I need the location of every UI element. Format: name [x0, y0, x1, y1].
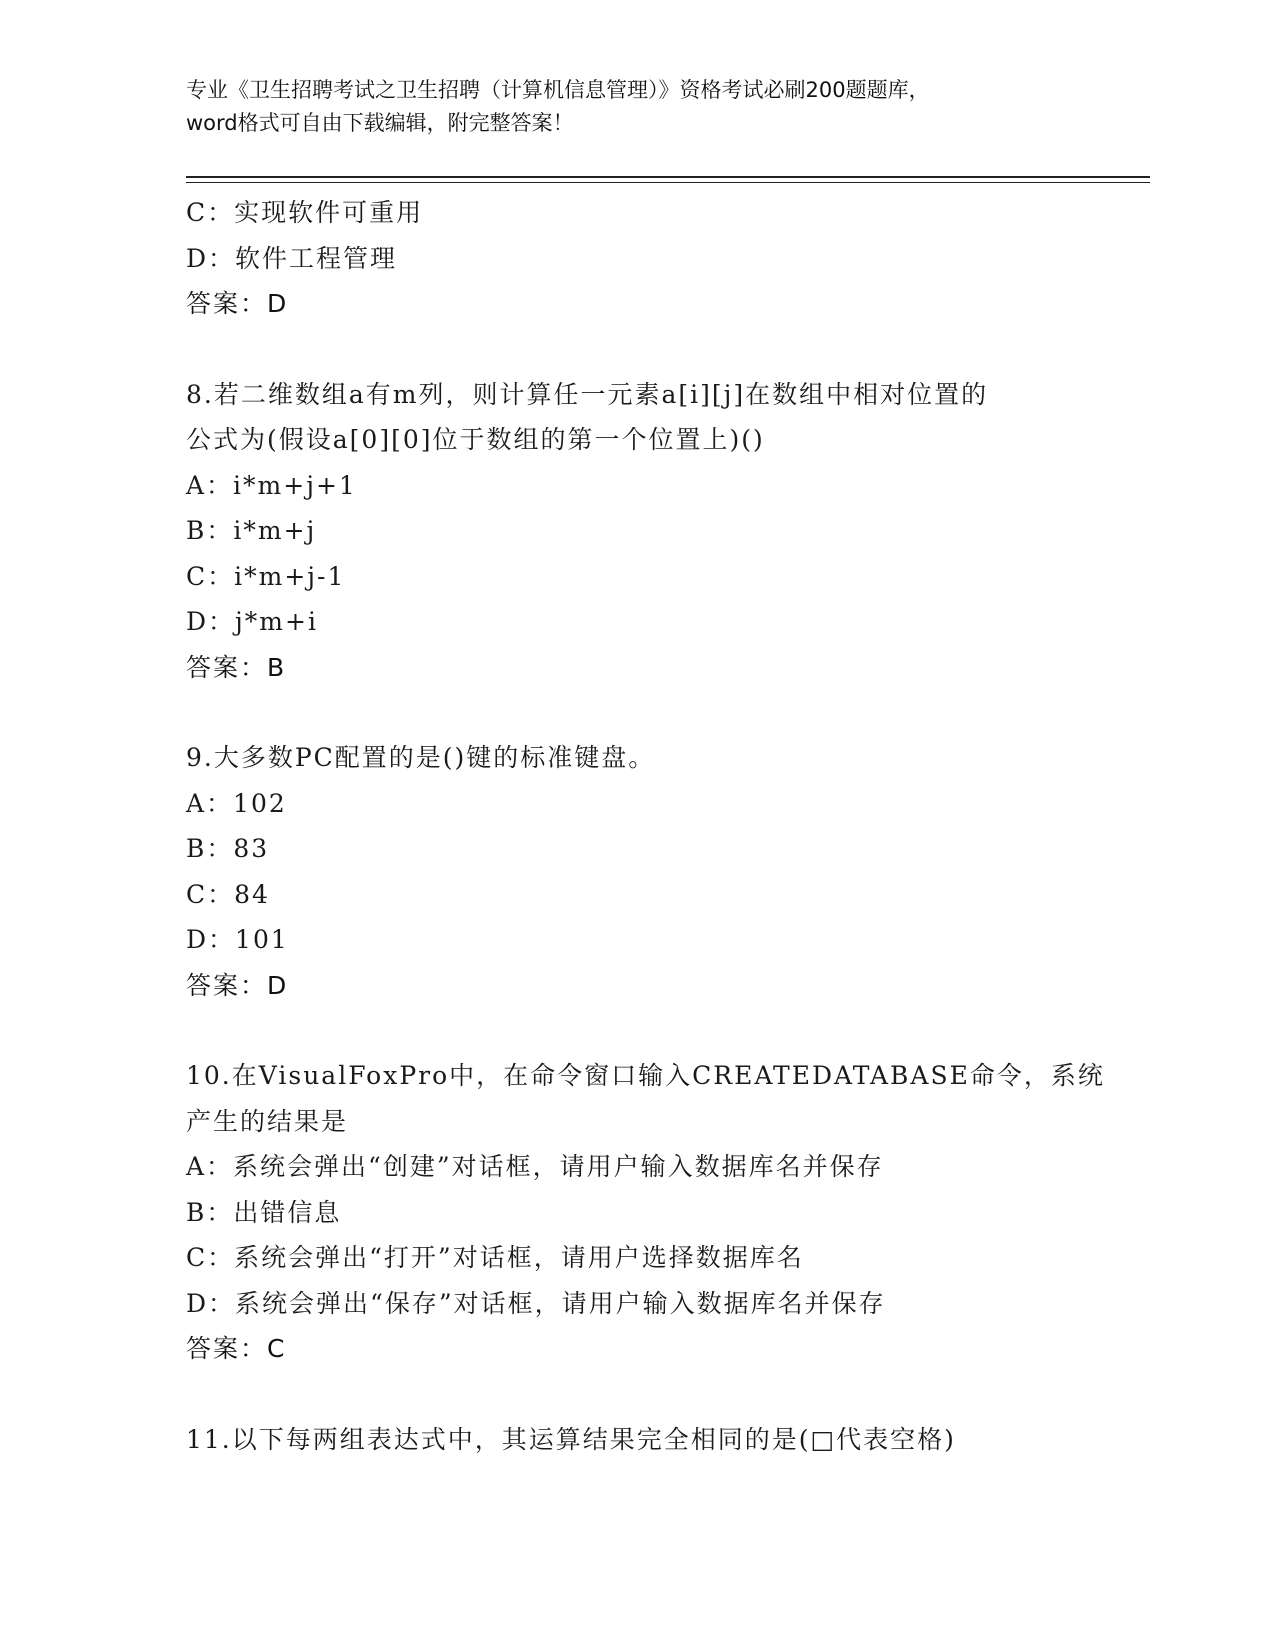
block-spacer [186, 690, 1086, 735]
answer-key: 答案：D [186, 970, 289, 1000]
question-block [186, 1008, 1105, 1372]
question-stem: 8.若二维数组a有m列，则计算任一元素a[i][j]在数组中相对位置的 [186, 379, 989, 409]
block-spacer [186, 327, 1086, 372]
question-stem: 9.大多数PC配置的是()键的标准键盘。 [186, 743, 656, 772]
question-block [186, 327, 1086, 691]
answer-option: D：系统会弹出“保存”对话框，请用户输入数据库名并保存 [186, 1288, 886, 1318]
answer-option: C：i*m+j-1 [186, 561, 346, 591]
answer-key: 答案：C [186, 1334, 287, 1363]
question-stem: 公式为(假设a[0][0]位于数组的第一个位置上)() [186, 425, 765, 454]
answer-option: C：系统会弹出“打开”对话框，请用户选择数据库名 [186, 1243, 804, 1272]
answer-option: D：软件工程管理 [186, 243, 398, 273]
answer-option: B：83 [186, 834, 270, 863]
header-line-2: word格式可自由下载编辑，附完整答案！ [186, 111, 574, 135]
header-line-1: 专业《卫生招聘考试之卫生招聘（计算机信息管理）》资格考试必刷200题题库， [186, 78, 930, 102]
answer-option: B：i*m+j [186, 516, 317, 545]
question-block [186, 190, 1086, 327]
question-stem: 产生的结果是 [186, 1106, 349, 1136]
block-spacer [186, 1372, 1086, 1417]
answer-option: C：实现软件可重用 [186, 198, 424, 227]
answer-option: D：101 [186, 925, 289, 954]
question-list [186, 190, 1105, 1462]
document-header [186, 74, 1086, 140]
block-spacer [186, 1008, 1086, 1053]
answer-option: A：系统会弹出“创建”对话框，请用户输入数据库名并保存 [186, 1152, 884, 1181]
question-stem: 11.以下每两组表达式中，其运算结果完全相同的是(□代表空格) [186, 1424, 956, 1454]
question-block [186, 1372, 1086, 1463]
header-divider-thick [186, 176, 1150, 178]
answer-option: B：出错信息 [186, 1197, 342, 1227]
answer-option: A：i*m+j+1 [186, 470, 357, 500]
answer-key: 答案：D [186, 289, 289, 318]
answer-option: D：j*m+i [186, 607, 318, 636]
answer-option: A：102 [186, 788, 287, 818]
answer-key: 答案：B [186, 652, 287, 682]
header-divider-thin [186, 182, 1150, 183]
question-stem: 10.在VisualFoxPro中，在命令窗口输入CREATEDATABASE命令，系统 [186, 1061, 1105, 1090]
question-block [186, 690, 1086, 1008]
answer-option: C：84 [186, 879, 270, 909]
